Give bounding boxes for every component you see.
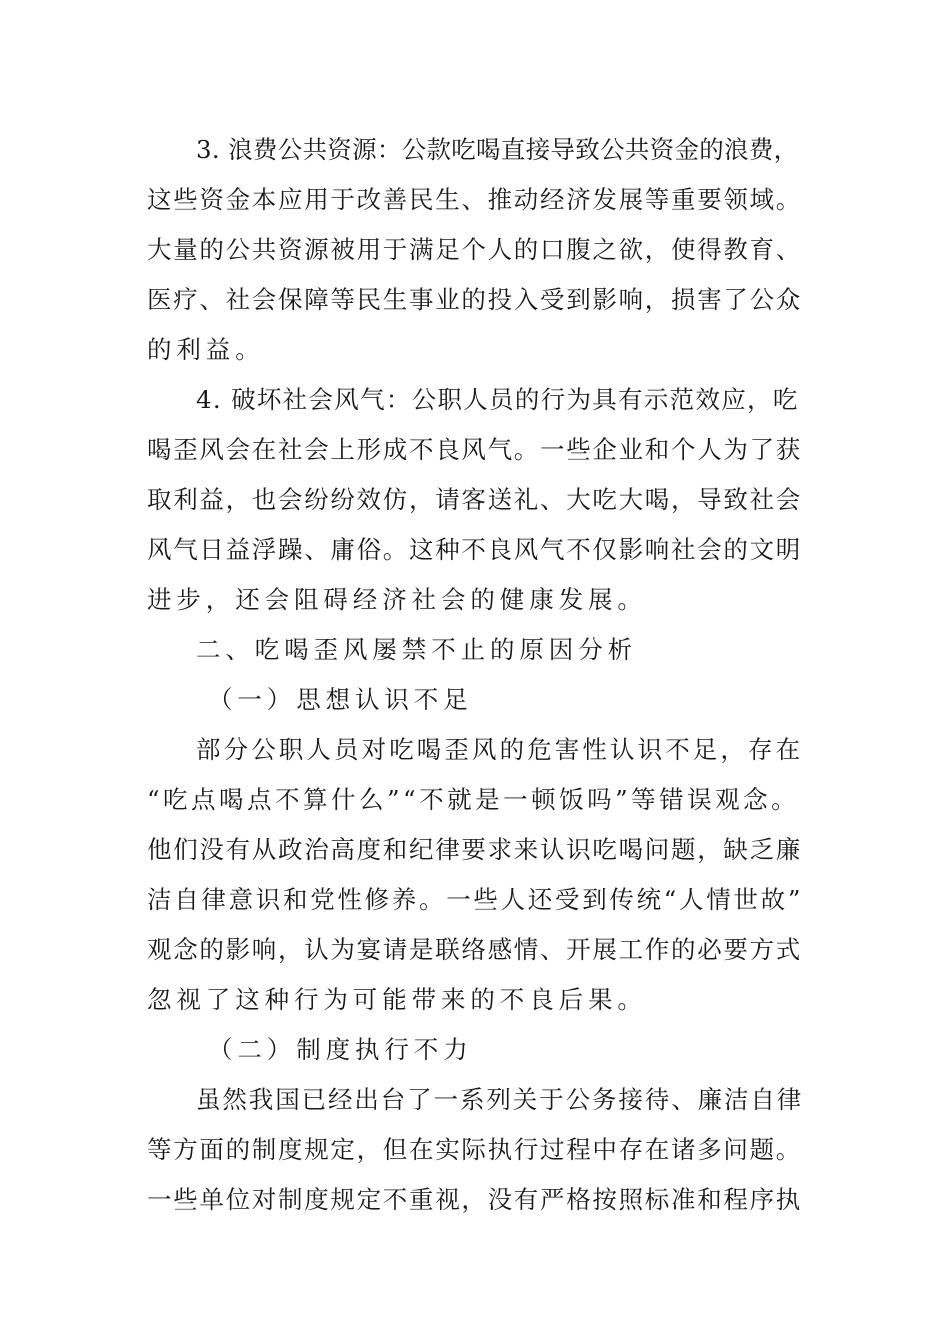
- paragraph-2-line-1: 虽然我国已经出台了一系列关于公务接待、廉洁自律: [196, 1085, 804, 1114]
- subsection-heading-2: （二）制度执行不力: [208, 1035, 473, 1064]
- paragraph-1-line-6: 忽视了这种行为可能带来的不良后果。: [147, 985, 647, 1014]
- paragraph-1-line-3: 他们没有从政治高度和纪律要求来认识吃喝问题，缺乏廉: [147, 835, 802, 864]
- item-4-line-5: 进步，还会阻碍经济社会的健康发展。: [147, 585, 647, 614]
- paragraph-2-line-3: 一些单位对制度规定不重视，没有严格按照标准和程序执: [147, 1185, 802, 1214]
- item-4-line-3: 取利益，也会纷纷效仿，请客送礼、大吃大喝，导致社会: [147, 485, 802, 514]
- item-3-line-1: 3. 浪费公共资源：公款吃喝直接导致公共资金的浪费，: [196, 135, 799, 164]
- paragraph-1-line-1: 部分公职人员对吃喝歪风的危害性认识不足，存在: [196, 735, 804, 764]
- paragraph-1-line-4: 洁自律意识和党性修养。一些人还受到传统“人情世故”: [147, 885, 804, 914]
- paragraph-1-line-2: “吃点喝点不算什么”“不就是一顿饭吗”等错误观念。: [147, 785, 800, 814]
- item-3-line-2: 这些资金本应用于改善民生、推动经济发展等重要领域。: [147, 185, 802, 214]
- section-heading-2: 二、吃喝歪风屡禁不止的原因分析: [196, 635, 637, 664]
- item-3-line-4: 医疗、社会保障等民生事业的投入受到影响，损害了公众: [147, 285, 802, 314]
- paragraph-1-line-5: 观念的影响，认为宴请是联络感情、开展工作的必要方式: [147, 935, 802, 964]
- item-3-line-5: 的利益。: [147, 335, 265, 364]
- item-4-line-2: 喝歪风会在社会上形成不良风气。一些企业和个人为了获: [147, 435, 802, 464]
- subsection-heading-1: （一）思想认识不足: [208, 685, 473, 714]
- item-4-line-4: 风气日益浮躁、庸俗。这种不良风气不仅影响社会的文明: [147, 535, 802, 564]
- item-4-line-1: 4. 破坏社会风气：公职人员的行为具有示范效应，吃: [196, 385, 799, 414]
- item-3-line-3: 大量的公共资源被用于满足个人的口腹之欲，使得教育、: [147, 235, 802, 264]
- paragraph-2-line-2: 等方面的制度规定，但在实际执行过程中存在诸多问题。: [147, 1135, 802, 1164]
